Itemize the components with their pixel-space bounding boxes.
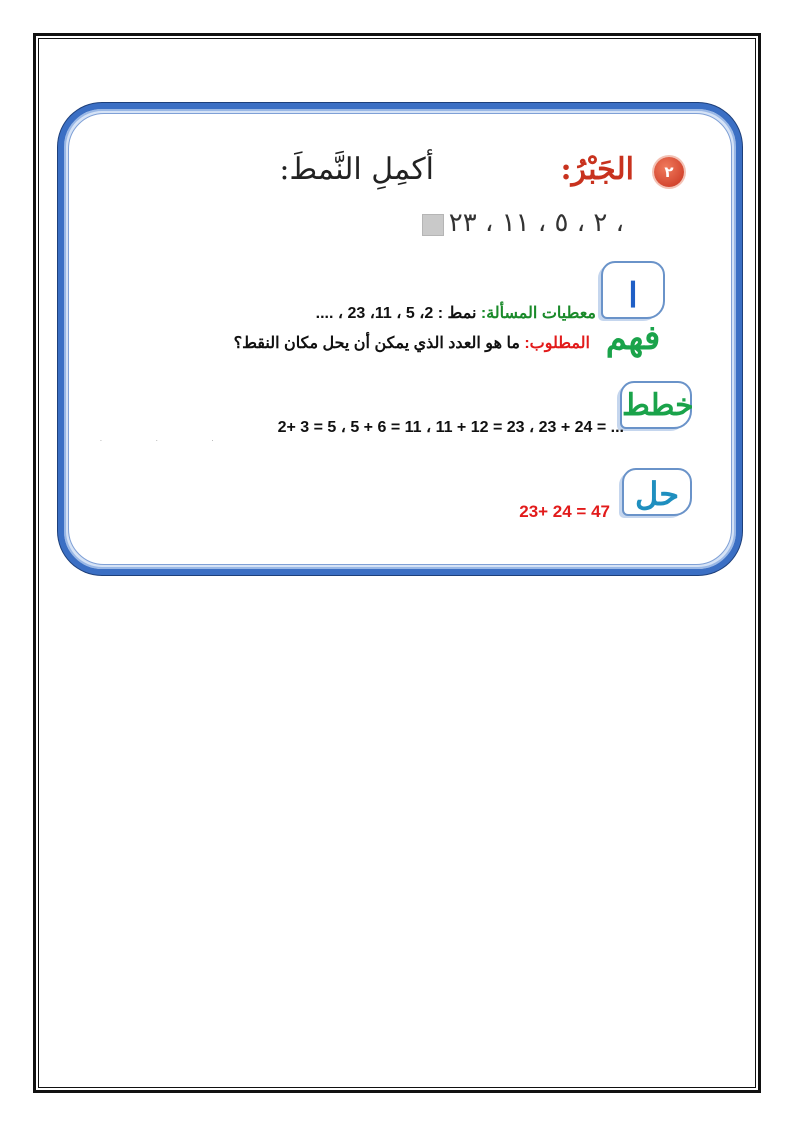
understand-tag-first-letter: ا [628, 276, 638, 316]
understand-tag [601, 261, 665, 358]
solution-text: 23+ 24 = 47 [519, 502, 610, 521]
number-sequence: ٢ ، ٥ ، ١١ ، ٢٣ ، [448, 208, 624, 238]
required-label: المطلوب: [524, 335, 590, 352]
question-title: الجَبْرُ: [560, 152, 634, 187]
solve-tag [622, 468, 692, 516]
question-instruction: أكمِلِ النَّمطَ: [279, 152, 434, 187]
required-text: ما هو العدد الذي يمكن أن يحل مكان النقط؟ [233, 335, 520, 352]
plan-tag-label: خطط [622, 388, 694, 423]
given-text: نمط : 2، 5 ، 11، 23 ، .... [315, 305, 477, 322]
plan-text: 2+ 3 = 5 ، 5 + 6 = 11 ، 11 + 12 = 23 ، 23 + 24 = ... [277, 419, 624, 436]
question-number-badge: ٢ [654, 157, 684, 187]
required-line [234, 333, 590, 353]
given-line [316, 303, 596, 323]
blank-answer-box [422, 214, 444, 236]
faint-dots-decoration: . . . [100, 436, 240, 443]
understand-tag-rest: فهم [605, 318, 661, 358]
given-label: معطيات المسألة: [480, 305, 596, 322]
plan-tag [620, 381, 692, 429]
solve-tag-label: حل [634, 475, 679, 513]
